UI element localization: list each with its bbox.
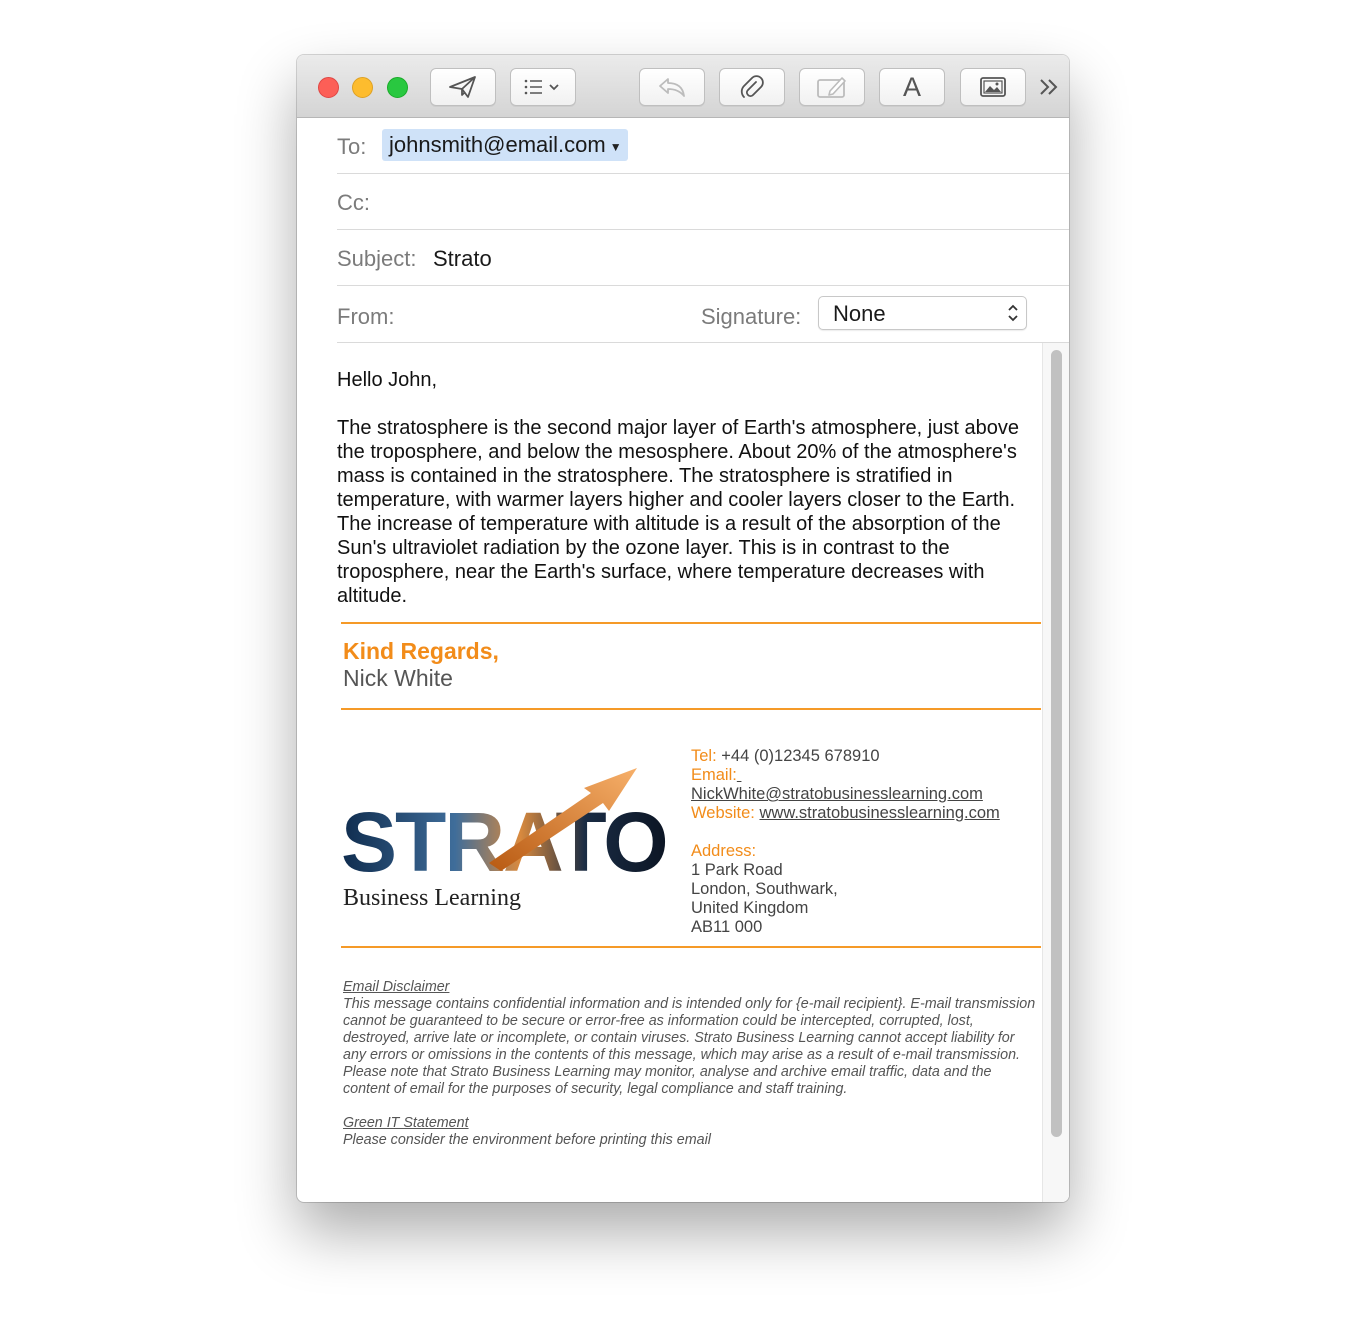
to-field <box>337 118 1069 174</box>
paperclip-icon <box>739 74 765 100</box>
subject-value[interactable]: Strato <box>433 246 492 271</box>
signature-regards: Kind Regards, <box>343 638 499 664</box>
signature-label: Signature: <box>701 304 802 329</box>
from-label: From: <box>337 304 395 329</box>
list-icon <box>523 77 563 97</box>
signature-name: Nick White <box>343 665 453 691</box>
contact-block <box>691 747 1000 937</box>
email-label: Email: <box>691 766 737 784</box>
photo-icon <box>979 76 1007 98</box>
green-it-text: Please consider the environment before printing this email <box>343 1132 711 1148</box>
markup-icon <box>816 75 848 99</box>
attach-button[interactable] <box>719 68 785 106</box>
subject-label: Subject: <box>337 246 417 271</box>
close-button[interactable] <box>318 77 339 98</box>
from-field <box>337 286 1069 343</box>
toolbar <box>297 55 1069 118</box>
disclaimer-text: This message contains confidential information and is intended only for {e-mail recipient}. E-mail transmission cannot be guaranteed to be secure or error-free as information could be intercepted, corrupted, lost, destroyed, arrive late or incomplete, or contain viruses. Strato Business Learning cannot accept liability for any errors or omissions in the contents of this message, which may arise as a result of e-mail transmission. Please note that Strato Business Learning may monitor, analyse and archive email traffic, data and the content of email for the purposes of security, legal compliance and staff training. <box>343 996 1036 1097</box>
compose-window <box>297 55 1069 1202</box>
address-line-3: United Kingdom <box>691 899 809 917</box>
scrollbar-track[interactable] <box>1042 343 1069 1202</box>
disclaimer-title: Email Disclaimer <box>343 979 450 995</box>
cc-field[interactable] <box>337 174 1069 230</box>
signature-divider-bottom <box>341 946 1041 948</box>
chevron-double-right-icon[interactable] <box>1037 75 1061 99</box>
updown-arrows-icon <box>1006 302 1020 324</box>
send-icon <box>448 75 478 99</box>
address-line-2: London, Southwark, <box>691 880 838 898</box>
cc-label: Cc: <box>337 190 370 215</box>
email-link[interactable]: NickWhite@stratobusinesslearning.com <box>691 785 983 803</box>
tel-label: Tel: <box>691 747 717 765</box>
reply-button[interactable] <box>639 68 705 106</box>
signature-divider-middle <box>341 708 1041 710</box>
recipient-address: johnsmith@email.com <box>389 132 606 157</box>
zoom-button[interactable] <box>387 77 408 98</box>
fonts-button[interactable] <box>879 68 945 106</box>
address-line-1: 1 Park Road <box>691 861 783 879</box>
photo-browser-button[interactable] <box>960 68 1026 106</box>
green-it-title: Green IT Statement <box>343 1115 469 1131</box>
markup-button[interactable] <box>799 68 865 106</box>
message-body[interactable] <box>297 343 1042 1202</box>
greeting: Hello John, <box>337 369 438 391</box>
fonts-button-label: A <box>902 71 921 102</box>
reply-icon <box>657 76 687 98</box>
scrollbar-thumb[interactable] <box>1051 350 1062 1137</box>
svg-text:Business Learning: Business Learning <box>343 885 521 911</box>
format-menu-button[interactable] <box>510 68 576 106</box>
disclaimer-block <box>343 979 1038 1149</box>
send-button[interactable] <box>430 68 496 106</box>
strato-logo <box>341 753 701 933</box>
website-label: Website: <box>691 804 755 822</box>
address-line-4: AB11 000 <box>691 918 763 936</box>
signature-divider-top <box>341 622 1041 624</box>
subject-field[interactable] <box>337 230 1069 286</box>
recipient-token[interactable] <box>382 129 628 161</box>
address-label: Address: <box>691 842 757 860</box>
tel-value: +44 (0)12345 678910 <box>721 747 880 765</box>
website-link[interactable]: www.stratobusinesslearning.com <box>759 804 1000 822</box>
signature-select-value: None <box>833 301 886 326</box>
to-label: To: <box>337 134 367 159</box>
message-paragraph: The stratosphere is the second major layer of Earth's atmosphere, just above the troposphere, and below the mesosphere. About 20% of the atmosphere's mass is contained in the stratosphere. The stratosphere is stratified in temperature, with warmer layers higher and cooler layers closer to the Earth. The increase of temperature with altitude is a result of the absorption of the Sun's ultraviolet radiation by the ozone layer. This is in contrast to the troposphere, near the Earth's surface, where temperature decreases with altitude. <box>337 417 1019 607</box>
minimize-button[interactable] <box>352 77 373 98</box>
chevron-down-icon: ▼ <box>609 140 622 154</box>
signature-select[interactable] <box>818 296 1027 330</box>
svg-text:STRATO: STRATO <box>341 795 667 889</box>
